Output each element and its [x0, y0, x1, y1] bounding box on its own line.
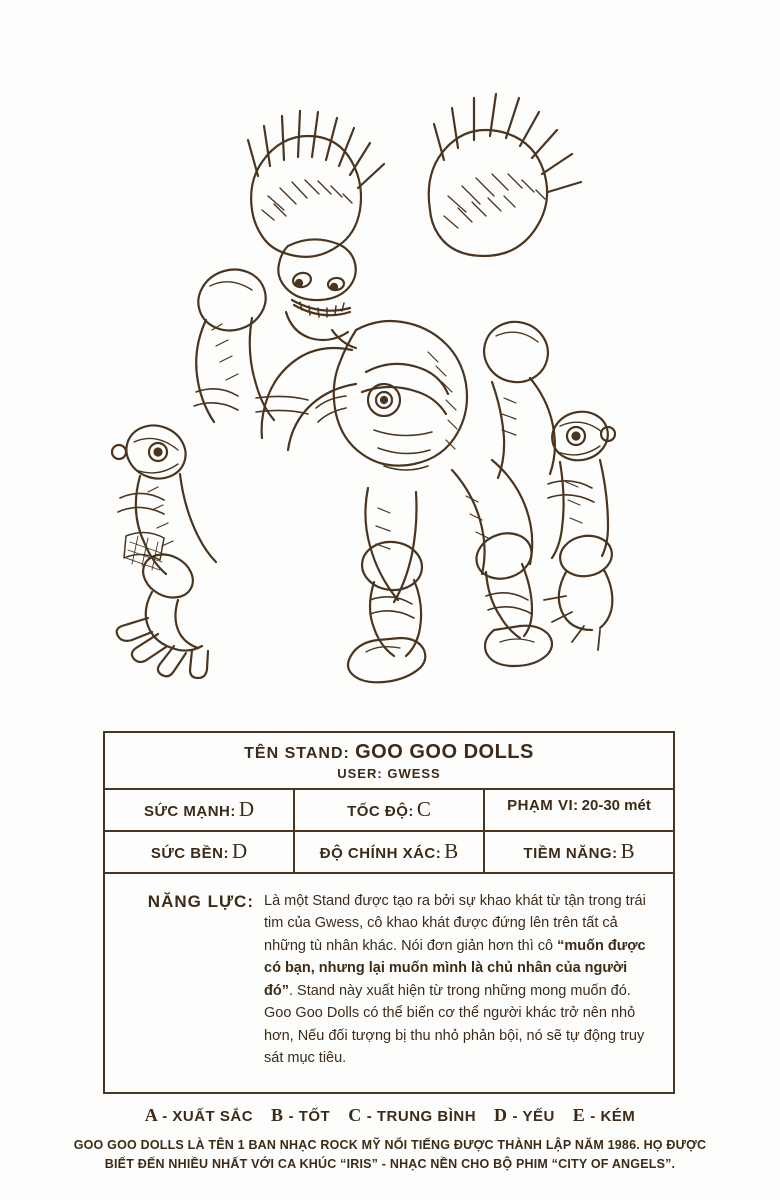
stat-potential-label: TIỀM NĂNG: [523, 845, 618, 862]
stat-precision-grade: B [444, 839, 459, 863]
stat-speed-label: TỐC ĐỘ: [347, 803, 414, 820]
stand-name-value: GOO GOO DOLLS [355, 741, 534, 763]
grade-legend [0, 1105, 780, 1126]
ability-description [264, 890, 659, 1070]
legend-grade: D [494, 1105, 513, 1125]
stand-user-value: GWESS [387, 766, 441, 781]
stat-precision [295, 832, 485, 872]
stat-range [485, 790, 673, 830]
stand-stat-table [103, 731, 675, 1094]
stat-durability-label: SỨC BỀN: [150, 845, 229, 862]
legend-grade: E [572, 1105, 591, 1125]
stat-precision-label: ĐỘ CHÍNH XÁC: [319, 845, 442, 862]
legend-item-d [494, 1105, 555, 1126]
legend-grade: C [348, 1105, 367, 1125]
stat-power-label: SỨC MẠNH: [143, 803, 236, 820]
legend-grade: A [144, 1105, 163, 1125]
legend-desc: - YẾU [512, 1108, 555, 1125]
stat-row-1 [105, 790, 673, 832]
stand-user-line [337, 766, 440, 781]
ability-text-part-0: Là một Stand được tạo ra bởi sự khao khát từ tận trong trái tim của Gwess, cô khao khát được đứng lên trên tất cả những tù nhân khác. Nói đơn giản hơn thì cô [264, 893, 646, 954]
ability-label: NĂNG LỰC: [147, 892, 254, 911]
stat-speed-grade: C [416, 797, 431, 821]
legend-item-e [573, 1105, 636, 1126]
stat-durability [105, 832, 295, 872]
ability-text-part-1: “muốn được có bạn, nhưng lại muốn mình là chủ nhân của người đó” [264, 937, 646, 999]
legend-desc: - TRUNG BÌNH [366, 1108, 477, 1125]
stat-durability-grade: D [231, 839, 248, 863]
ability-row [105, 874, 673, 1092]
stand-name-line [244, 741, 534, 764]
legend-item-a [145, 1105, 253, 1126]
footnote-text: GOO GOO DOLLS LÀ TÊN 1 BAN NHẠC ROCK MỸ NỔI TIẾNG ĐƯỢC THÀNH LẬP NĂM 1986. HỌ ĐƯỢC BIẾT ĐẾN NHIỀU NHẤT VỚI CA KHÚC “IRIS” - NHẠC NỀN CHO BỘ PHIM “CITY OF ANGELS”. [73, 1138, 707, 1171]
stat-range-label: PHẠM VI: [507, 797, 579, 814]
stat-power [105, 790, 295, 830]
stat-power-grade: D [238, 797, 255, 821]
legend-item-b [271, 1105, 330, 1126]
stat-potential [485, 832, 673, 872]
stat-speed [295, 790, 485, 830]
legend-item-c [348, 1105, 476, 1126]
legend-desc: - KÉM [590, 1108, 636, 1125]
stand-user-label: USER: [337, 766, 383, 781]
stand-name-label: TÊN STAND: [244, 745, 350, 762]
stat-potential-grade: B [620, 839, 635, 863]
ability-text-part-2: . Stand này xuất hiện từ trong những mong muốn đó. Goo Goo Dolls có thể biến cơ thể người khác trở nên nhỏ hơn, Nếu đối tượng bị thu nhỏ phản bội, nó sẽ tự động truy sát mục tiêu. [264, 982, 645, 1067]
stand-name-row [105, 733, 673, 790]
legend-desc: - TỐT [288, 1108, 331, 1125]
legend-desc: - XUẤT SẮC [162, 1108, 254, 1125]
legend-grade: B [271, 1105, 289, 1125]
stat-row-2 [105, 832, 673, 874]
stat-range-grade: 20-30 mét [581, 797, 651, 814]
